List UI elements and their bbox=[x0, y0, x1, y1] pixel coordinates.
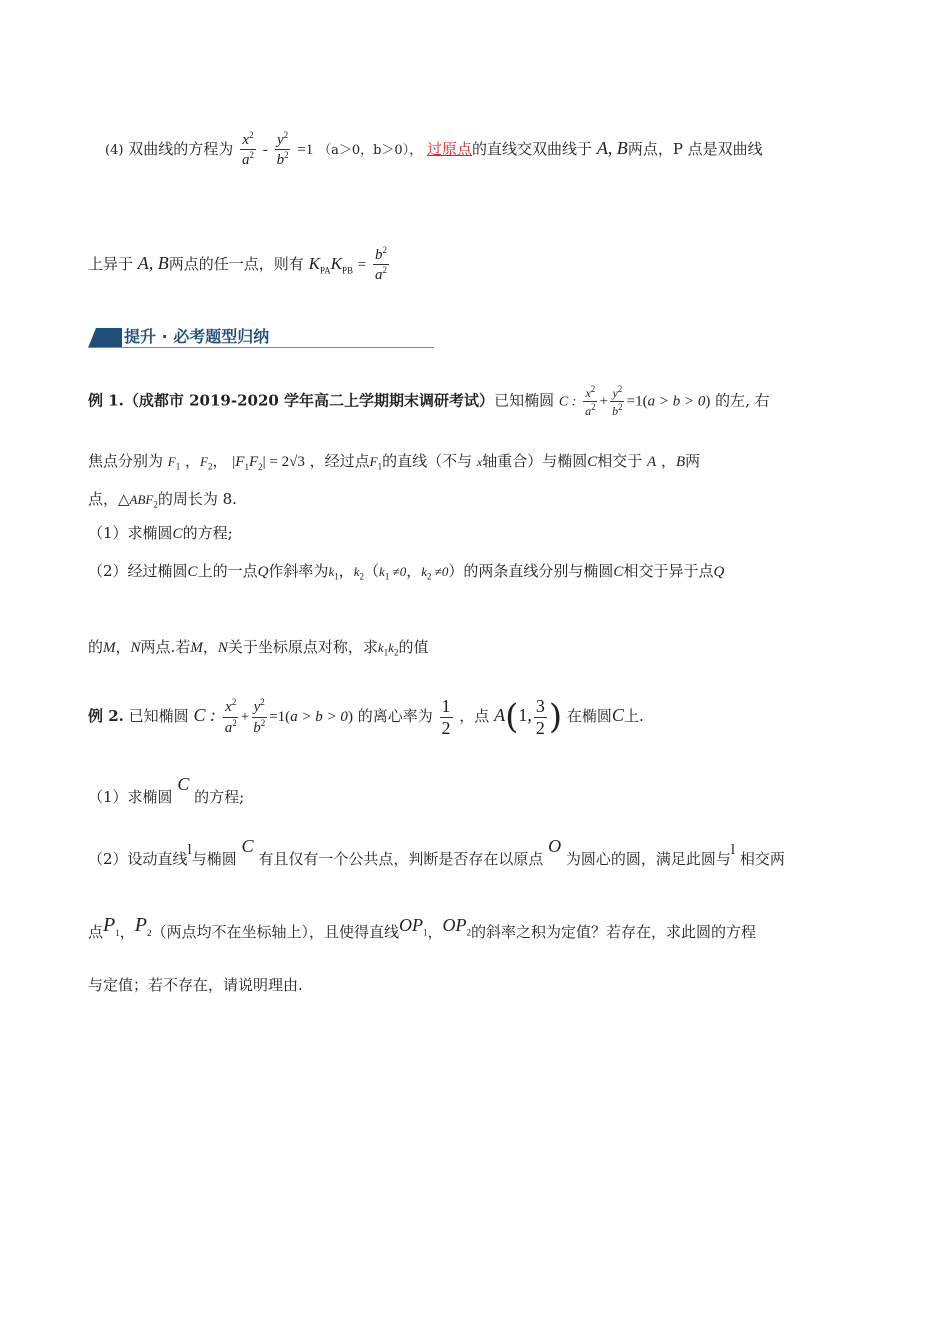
section-header bbox=[88, 322, 434, 348]
ex1-q2-d: 的两条直线分别与椭圆 bbox=[463, 562, 614, 580]
ex2-q2-f: 点 bbox=[88, 923, 104, 941]
ex1-q2-b: 上的一点 bbox=[197, 562, 258, 580]
ex1-q2-cont: 的M，N两点.若M，N关于坐标原点对称，求$k_1k_2$的值 bbox=[88, 638, 429, 658]
highlight-through-origin: 过原点 bbox=[427, 139, 473, 158]
ex1-t6: 轴重合）与椭圆 bbox=[482, 452, 588, 470]
item4-text2: 的直线交双曲线于 bbox=[472, 139, 593, 158]
ex1-line1: 例 1.（成都市 2019-2020 学年高二上学期期末调研考试）已知椭圆 C : $\frac{x^2}{a^2}$ + $\frac{y^2}{b^2}$ =1(a > b > 0) 的左, 右 bbox=[88, 384, 770, 418]
ex1-q2-i: 的值 bbox=[398, 638, 429, 656]
item4-number: (4) bbox=[105, 142, 124, 158]
ex1-t8: 两 bbox=[685, 452, 701, 470]
ex1-q2-a: （2）经过椭圆 bbox=[88, 562, 188, 580]
ex2-q1: （1）求椭圆 C 的方程; bbox=[88, 774, 245, 806]
ex1-source: （成都市 2019-2020 学年高二上学期期末调研考试） bbox=[123, 391, 495, 410]
ex2-q2-e: 相交两 bbox=[739, 850, 785, 868]
item4-condition: （a＞0，b＞0）， bbox=[318, 142, 423, 158]
item4-line1: (4) 双曲线的方程为 $\frac{x^2}{a^2}$ - $\frac{y^2}{b^2}$ =1 （a＞0，b＞0）， 过原点的直线交双曲线于 A, B两点，P 点是双曲线 bbox=[105, 130, 763, 169]
ex2-q2-end bbox=[88, 974, 950, 995]
ex1-t3: 焦点分别为 bbox=[88, 452, 164, 470]
item4-text3: 两点，P 点是双曲线 bbox=[627, 139, 763, 158]
item4-line2: 上异于 A, B两点的任一点，则有 $K_{PA}K_{PB}$ = $\frac{b^2}{a^2}$ bbox=[88, 245, 388, 284]
ex1-label: 例 1. bbox=[88, 391, 124, 410]
hyperbola-fraction-x: $\frac{x^2}{a^2}$ bbox=[242, 130, 254, 169]
ex1-line2: 焦点分别为 $F_1$ ，$F_2$， $|F_1F_2| = 2√3$ ，经过点$F_1$的直线（不与 x轴重合）与椭圆C相交于 A ，B两 bbox=[88, 452, 701, 472]
ex2-q1-text-b: 的方程; bbox=[194, 788, 245, 806]
ex1-t5: 的直线（不与 bbox=[382, 452, 473, 470]
ex2-q2-g: （两点均不在坐标轴上），且使得直线 bbox=[151, 923, 399, 941]
points-AB: A, B bbox=[596, 137, 628, 158]
ex1-q2-e: 相交于异于点 bbox=[623, 562, 714, 580]
ex2-q2-d: 为圆心的圆，满足此圆与 bbox=[565, 850, 731, 868]
ex2-t2: 的离心率为 bbox=[357, 707, 433, 726]
ex1-q2-g: 两点.若 bbox=[140, 638, 191, 656]
ex2-label: 例 2. bbox=[88, 707, 124, 726]
hyperbola-fraction-y: $\frac{y^2}{b^2}$ bbox=[276, 130, 289, 169]
ex2-q2: （2）设动直线l与椭圆 C 有且仅有一个公共点，判断是否存在以原点 O 为圆心的圆，满足此圆与l 相交两 bbox=[88, 836, 785, 868]
ex1-t1: 已知椭圆 bbox=[494, 391, 555, 410]
item4-text1: 双曲线的方程为 bbox=[128, 139, 234, 158]
ex2-line1: 例 2. 已知椭圆 C : $\frac{x^2}{a^2}$ + $\frac{y^2}{b^2}$ =1(a > b > 0) 的离心率为 $\frac{1}{2}$ ，点 A(1, $\frac{3}{2}$ ) 在椭圆C上. bbox=[88, 696, 644, 738]
ex2-q1-text: （1）求椭圆 bbox=[88, 788, 173, 806]
ex2-q2-c: 有且仅有一个公共点，判断是否存在以原点 bbox=[258, 850, 544, 868]
ex2-q2-a: （2）设动直线 bbox=[88, 850, 188, 868]
ex1-t9: 点，△ bbox=[88, 490, 130, 508]
item4-line2b: 两点的任一点，则有 bbox=[168, 254, 304, 273]
ex1-q1: （1）求椭圆C的方程; bbox=[88, 524, 233, 542]
section-title: 提升 · 必考题型归纳 bbox=[124, 327, 270, 346]
ex1-q2-f: 的 bbox=[88, 638, 104, 656]
ex2-q2-b: 与椭圆 bbox=[191, 850, 237, 868]
ex1-line3: 点，$\triangle ABF_2$的周长为 8. bbox=[88, 490, 237, 510]
ex1-t10: 的周长为 8. bbox=[157, 490, 237, 508]
ex1-q1-text: （1）求椭圆 bbox=[88, 524, 173, 542]
ex2-t5: 上. bbox=[623, 707, 644, 726]
ex1-t7: 相交于 bbox=[597, 452, 643, 470]
section-tab-shape bbox=[88, 328, 122, 348]
points-AB-2: A, B bbox=[137, 252, 169, 273]
item4-line2a: 上异于 bbox=[88, 254, 134, 273]
section-rule bbox=[88, 347, 434, 348]
ex1-t4: ，经过点 bbox=[309, 452, 370, 470]
ex1-q2: （2）经过椭圆C上的一点Q作斜率为$k_1$，$k_2(k_1 \ne 0$，$k_2 \ne 0$）的两条直线分别与椭圆C相交于异于点Q bbox=[88, 562, 725, 582]
ex2-t3: ，点 bbox=[459, 707, 490, 726]
ex2-q2-cont: 点$P_1$，$P_2$（两点均不在坐标轴上），且使得直线$OP_1$，$OP_2$的斜率之积为定值？若存在，求此圆的方程 bbox=[88, 914, 757, 941]
ex1-q2-h: 关于坐标原点对称，求 bbox=[227, 638, 378, 656]
ex1-q2-c: 作斜率为 bbox=[268, 562, 329, 580]
ex2-q2-h: 的斜率之积为定值？若存在，求此圆的方程 bbox=[471, 923, 757, 941]
ex2-t4: 在椭圆 bbox=[566, 707, 612, 726]
ex1-t2: 的左, 右 bbox=[715, 391, 770, 410]
slope-product-fraction: $\frac{b^2}{a^2}$ bbox=[375, 245, 388, 284]
ex1-q1-text-b: 的方程; bbox=[182, 524, 233, 542]
ex2-q2-i: 与定值；若不存在，请说明理由. bbox=[88, 976, 303, 994]
ex2-t1: 已知椭圆 bbox=[128, 707, 189, 726]
